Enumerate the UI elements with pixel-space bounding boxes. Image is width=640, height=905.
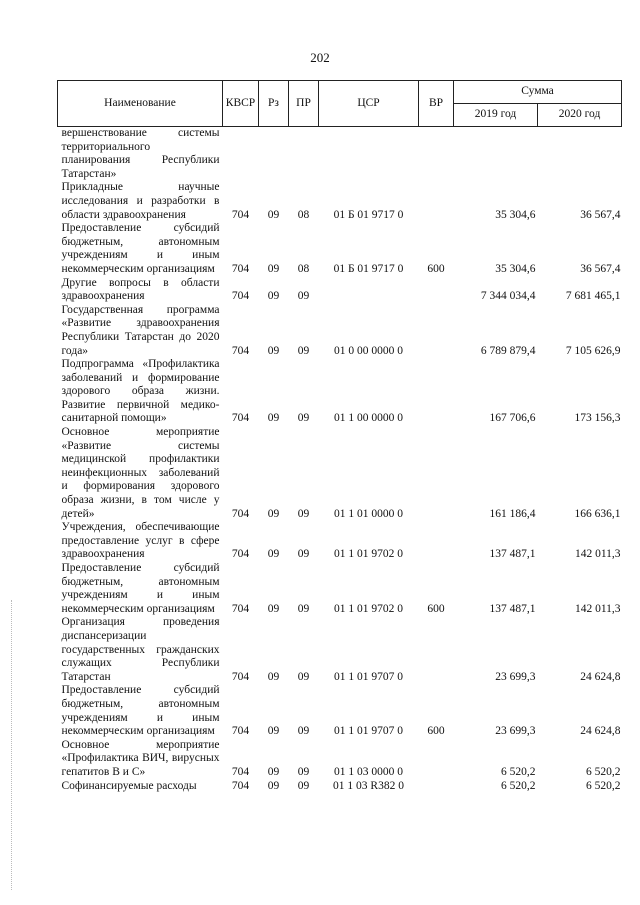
row-csr: 01 1 01 9702 0: [334, 602, 403, 615]
row-sum-2020: 36 567,4: [580, 262, 621, 275]
row-sum-2020: 36 567,4: [580, 208, 621, 221]
row-rz: 09: [267, 670, 280, 683]
row-vr: [419, 739, 454, 780]
row-vr: [419, 358, 454, 426]
row-sum-2020: 6 520,2: [586, 779, 621, 792]
row-sum-2020: [538, 127, 622, 182]
row-vr: [419, 616, 454, 684]
row-pr: 09: [297, 602, 310, 615]
row-kvsr: 704: [231, 725, 250, 738]
row-sum-2019: 6 520,2: [501, 779, 536, 792]
row-vr: [419, 426, 454, 521]
table-row: [58, 358, 622, 426]
row-vr: [419, 780, 454, 794]
row-sum-2019: 161 186,4: [489, 507, 536, 520]
budget-table: [57, 80, 622, 793]
row-rz: 09: [267, 507, 280, 520]
row-csr: 01 1 01 9707 0: [334, 725, 403, 738]
row-sum-2020: 24 624,8: [580, 670, 621, 683]
header-rz: Рз: [259, 81, 289, 127]
table-row: [58, 521, 622, 562]
row-pr: [289, 127, 319, 182]
row-name: Предоставление субсидий бюджетным, автономным учреждениям и иным некоммерческим организациям: [61, 562, 220, 615]
row-sum-2020: 142 011,3: [574, 602, 621, 615]
row-kvsr: 704: [231, 344, 250, 357]
row-csr: 01 1 00 0000 0: [334, 412, 403, 425]
row-name: Прикладные научные исследования и разработки в области здравоохранения: [61, 181, 220, 221]
row-kvsr: 704: [231, 412, 250, 425]
header-name: Наименование: [58, 81, 223, 127]
row-rz: 09: [267, 344, 280, 357]
header-year-2020: 2020 год: [538, 104, 622, 127]
row-sum-2019: 137 487,1: [489, 548, 536, 561]
row-name: Предоставление субсидий бюджетным, автономным учреждениям и иным некоммерческим организациям: [61, 222, 220, 275]
table-row: [58, 304, 622, 358]
row-name: Другие вопросы в области здравоохранения: [61, 276, 220, 303]
row-kvsr: 704: [231, 670, 250, 683]
header-kvsr: КВСР: [223, 81, 259, 127]
header-vr: ВР: [419, 81, 454, 127]
row-rz: 09: [267, 602, 280, 615]
row-vr: [419, 521, 454, 562]
row-kvsr: 704: [231, 507, 250, 520]
row-name: Основное мероприятие «Профилактика ВИЧ, вирусных гепатитов В и С»: [61, 738, 220, 778]
row-pr: 09: [297, 670, 310, 683]
row-kvsr: 704: [231, 548, 250, 561]
row-name: вершенствование системы территориального планирования Республики Татарстан»: [61, 127, 220, 180]
row-vr: 600: [427, 262, 445, 275]
row-sum-2019: 6 520,2: [501, 765, 536, 778]
row-csr: [319, 127, 419, 182]
row-csr: 01 Б 01 9717 0: [333, 262, 404, 275]
row-name: Софинансируемые расходы: [61, 779, 197, 792]
row-sum-2019: 35 304,6: [495, 262, 536, 275]
row-pr: 09: [297, 725, 310, 738]
row-name: Государственная программа «Развитие здравоохранения Республики Татарстан до 2020 года»: [61, 303, 220, 357]
row-sum-2019: [454, 127, 538, 182]
row-rz: 09: [267, 725, 280, 738]
row-kvsr: 704: [231, 290, 250, 303]
table-row: [58, 127, 622, 182]
row-rz: 09: [267, 548, 280, 561]
row-kvsr: 704: [231, 208, 250, 221]
table-row: [58, 780, 622, 794]
page-number: 202: [310, 50, 330, 65]
row-pr: 09: [297, 548, 310, 561]
row-sum-2019: 35 304,6: [495, 208, 536, 221]
row-pr: 09: [297, 507, 310, 520]
table-row: [58, 277, 622, 304]
row-pr: 09: [297, 779, 310, 792]
row-rz: 09: [267, 208, 280, 221]
header-pr: ПР: [289, 81, 319, 127]
header-year-2019: 2019 год: [454, 104, 538, 127]
row-vr: [419, 127, 454, 182]
row-sum-2019: 7 344 034,4: [480, 290, 536, 303]
row-vr: 600: [427, 725, 445, 738]
row-sum-2019: 23 699,3: [495, 670, 536, 683]
row-csr: [319, 277, 419, 304]
row-name: Основное мероприятие «Развитие системы медицинской профилактики неинфекционных заболеваний и формирования здорового образа жизни, в том числе у детей»: [61, 426, 220, 520]
row-vr: 600: [427, 602, 445, 615]
table-row: [58, 739, 622, 780]
table-body: [58, 127, 622, 794]
row-kvsr: 704: [231, 779, 250, 792]
table-row: [58, 222, 622, 276]
row-sum-2020: 24 624,8: [580, 725, 621, 738]
table-row: [58, 181, 622, 222]
row-sum-2020: 173 156,3: [574, 412, 621, 425]
row-rz: [259, 127, 289, 182]
row-sum-2020: 142 011,3: [574, 548, 621, 561]
row-name: Организация проведения диспансеризации государственных гражданских служащих Республики Татарстан: [61, 616, 220, 683]
row-pr: 08: [297, 262, 310, 275]
row-kvsr: 704: [231, 602, 250, 615]
row-pr: 09: [297, 765, 310, 778]
row-vr: [419, 277, 454, 304]
row-kvsr: [223, 127, 259, 182]
row-csr: 01 0 00 0000 0: [334, 344, 403, 357]
row-vr: [419, 304, 454, 358]
row-sum-2020: 166 636,1: [574, 507, 621, 520]
row-rz: 09: [267, 412, 280, 425]
row-rz: 09: [267, 262, 280, 275]
row-csr: 01 Б 01 9717 0: [333, 208, 404, 221]
row-name: Подпрограмма «Профилактика заболеваний и формирование здорового образа жизни. Развитие первичной медико-санитарной помощи»: [61, 358, 220, 425]
row-sum-2019: 6 789 879,4: [480, 344, 536, 357]
row-name: Учреждения, обеспечивающие предоставление услуг в сфере здравоохранения: [61, 521, 220, 561]
row-vr: [419, 181, 454, 222]
row-csr: 01 1 01 9707 0: [334, 670, 403, 683]
table-row: [58, 562, 622, 616]
row-csr: 01 1 03 0000 0: [334, 765, 403, 778]
header-csr: ЦСР: [319, 81, 419, 127]
row-sum-2019: 23 699,3: [495, 725, 536, 738]
row-kvsr: 704: [231, 765, 250, 778]
row-sum-2019: 167 706,6: [489, 412, 536, 425]
table-row: [58, 684, 622, 738]
row-pr: 09: [297, 344, 310, 357]
row-pr: 09: [297, 290, 310, 303]
row-csr: 01 1 03 R382 0: [333, 779, 404, 792]
row-sum-2020: 7 681 465,1: [565, 290, 621, 303]
row-rz: 09: [267, 290, 280, 303]
row-kvsr: 704: [231, 262, 250, 275]
row-sum-2020: 7 105 626,9: [565, 344, 621, 357]
row-sum-2019: 137 487,1: [489, 602, 536, 615]
row-pr: 08: [297, 208, 310, 221]
row-rz: 09: [267, 765, 280, 778]
row-pr: 09: [297, 412, 310, 425]
table-row: [58, 426, 622, 521]
row-csr: 01 1 01 0000 0: [334, 507, 403, 520]
scan-margin-dots: [11, 600, 13, 890]
row-sum-2020: 6 520,2: [586, 765, 621, 778]
row-csr: 01 1 01 9702 0: [334, 548, 403, 561]
row-name: Предоставление субсидий бюджетным, автономным учреждениям и иным некоммерческим организациям: [61, 684, 220, 738]
table-row: [58, 616, 622, 684]
row-rz: 09: [267, 779, 280, 792]
header-sum: Сумма: [454, 81, 622, 104]
